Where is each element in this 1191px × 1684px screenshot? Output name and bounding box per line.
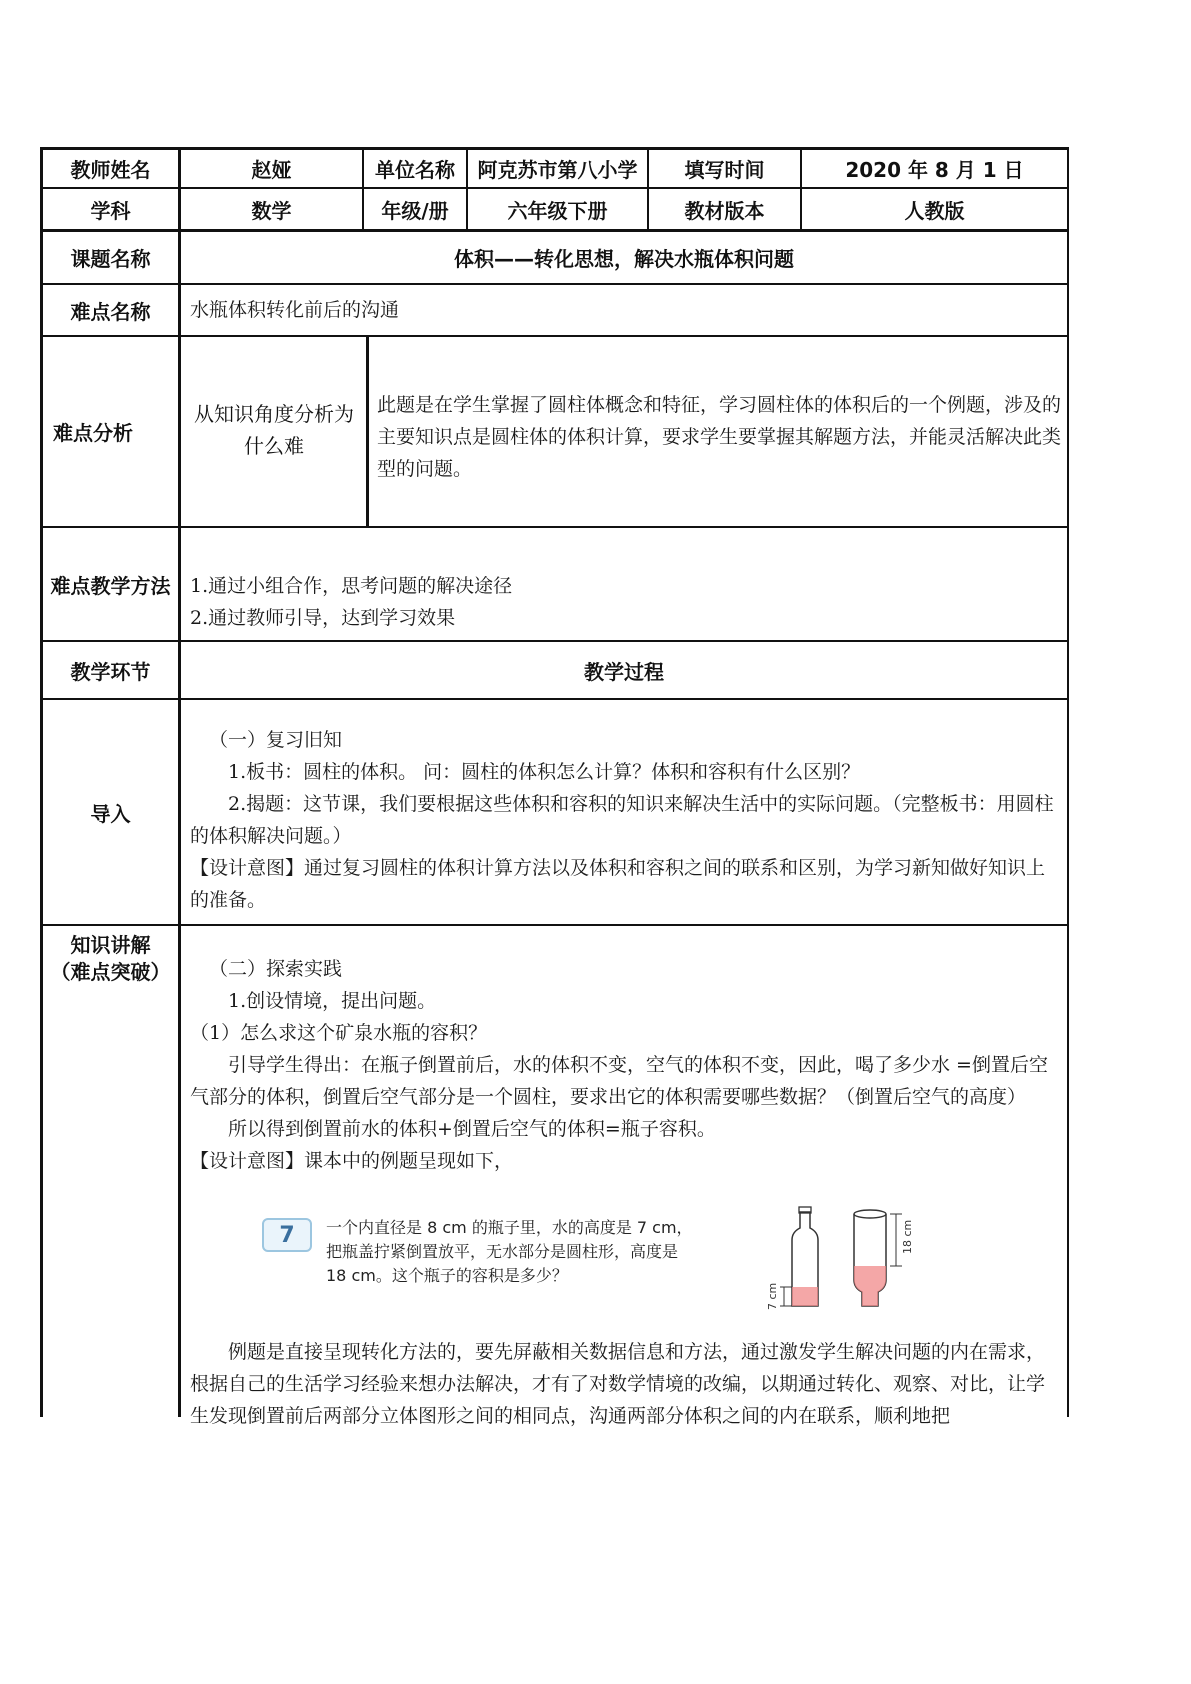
unit-name: 阿克苏市第八小学 xyxy=(477,158,638,182)
knowledge-label: 知识讲解 xyxy=(70,932,151,957)
analysis-sub-label: 从知识角度分析为什么难 xyxy=(194,402,354,458)
knowledge-closing-text xyxy=(190,1336,1060,1432)
date-label: 填写时间 xyxy=(684,158,765,182)
knowledge-sub-label: （难点突破） xyxy=(50,959,171,984)
table-border-right xyxy=(1067,147,1069,1417)
knowledge-text xyxy=(190,953,1060,1177)
example-figure xyxy=(258,1200,938,1325)
unit-label: 单位名称 xyxy=(375,158,455,182)
method-line: 1.通过小组合作，思考问题的解决途径 xyxy=(190,575,513,597)
intro-line: 2.揭题：这节课，我们要根据这些体积和容积的知识来解决生活中的实际问题。（完整板书：用圆柱的体积解决问题。） xyxy=(190,793,1054,847)
method-label: 难点教学方法 xyxy=(50,573,171,598)
topic-label: 课题名称 xyxy=(70,247,151,271)
row-divider xyxy=(41,924,1069,926)
example-number-box: 7 xyxy=(262,1218,312,1252)
grade-value: 六年级下册 xyxy=(507,198,608,223)
column-divider xyxy=(366,336,369,527)
topic-value: 体积——转化思想，解决水瓶体积问题 xyxy=(454,247,794,271)
row-divider xyxy=(41,526,1069,528)
example-line: 一个内直径是 8 cm 的瓶子里，水的高度是 7 cm， xyxy=(326,1218,693,1237)
knowledge-line: 所以得到倒置前水的体积+倒置后空气的体积=瓶子容积。 xyxy=(228,1118,716,1140)
knowledge-line: 例题是直接呈现转化方法的，要先屏蔽相关数据信息和方法，通过激发学生解决问题的内在需求，根据自己的生活学习经验来想办法解决，才有了对数学情境的改编，以期通过转化、观察、对比，让学生发现倒置前后两部分立体图形之间的相同点，沟通两部分体积之间的内在联系，顺利地把 xyxy=(190,1341,1046,1427)
date-value: 2020 年 8 月 1 日 xyxy=(845,158,1024,182)
process-label: 教学环节 xyxy=(70,659,151,684)
knowledge-line: （1）怎么求这个矿泉水瓶的容积？ xyxy=(190,1022,488,1044)
knowledge-line: 1.创设情境，提出问题。 xyxy=(228,990,437,1012)
method-line: 2.通过教师引导，达到学习效果 xyxy=(190,607,456,629)
teacher-name: 赵娅 xyxy=(251,158,292,182)
difficulty-value: 水瓶体积转化前后的沟通 xyxy=(190,299,400,321)
subject-label: 学科 xyxy=(90,198,131,223)
example-text xyxy=(326,1216,766,1288)
intro-line: 1.板书：圆柱的体积。 问：圆柱的体积怎么计算？体积和容积有什么区别？ xyxy=(228,761,861,783)
subject-value: 数学 xyxy=(251,198,292,223)
dim-right-label: 18 cm xyxy=(901,1219,914,1254)
knowledge-line: 【设计意图】课本中的例题呈现如下， xyxy=(190,1150,514,1172)
knowledge-line: 引导学生得出：在瓶子倒置前后，水的体积不变，空气的体积不变，因此，喝了多少水 =倒置后空气部分的体积，倒置后空气部分是一个圆柱，要求出它的体积需要哪些数据？（倒置后空气的高度） xyxy=(190,1054,1048,1108)
row-divider xyxy=(41,283,1069,285)
intro-label: 导入 xyxy=(90,801,131,826)
inverted-bottle xyxy=(854,1210,886,1306)
edition-value: 人教版 xyxy=(904,198,965,223)
dim-left-label: 7 cm xyxy=(766,1282,779,1310)
difficulty-label: 难点名称 xyxy=(70,299,151,324)
example-line: 18 cm。这个瓶子的容积是多少？ xyxy=(326,1266,568,1285)
intro-text xyxy=(190,724,1060,916)
inverted-water xyxy=(854,1266,886,1306)
bottle-diagram xyxy=(748,1200,948,1325)
analysis-text: 此题是在学生掌握了圆柱体概念和特征，学习圆柱体的体积后的一个例题，涉及的主要知识点是圆柱体的体积计算，要求学生要掌握其解题方法，并能灵活解决此类型的问题。 xyxy=(377,394,1062,480)
upright-water xyxy=(792,1287,818,1306)
teacher-name-label: 教师姓名 xyxy=(70,158,151,182)
row-divider xyxy=(41,698,1069,700)
edition-label: 教材版本 xyxy=(684,198,765,223)
example-line: 把瓶盖拧紧倒置放平，无水部分是圆柱形，高度是 xyxy=(326,1242,679,1261)
method-text xyxy=(190,570,1060,634)
grade-label: 年级/册 xyxy=(381,198,449,223)
knowledge-line: （二）探索实践 xyxy=(209,958,343,980)
analysis-label: 难点分析 xyxy=(53,421,133,445)
upright-bottle xyxy=(792,1207,818,1306)
column-divider xyxy=(178,147,181,1417)
row-divider xyxy=(41,335,1069,337)
intro-line: 【设计意图】通过复习圆柱的体积计算方法以及体积和容积之间的联系和区别，为学习新知做好知识上的准备。 xyxy=(190,857,1046,911)
intro-line: （一）复习旧知 xyxy=(209,729,343,751)
process-value: 教学过程 xyxy=(584,659,664,684)
